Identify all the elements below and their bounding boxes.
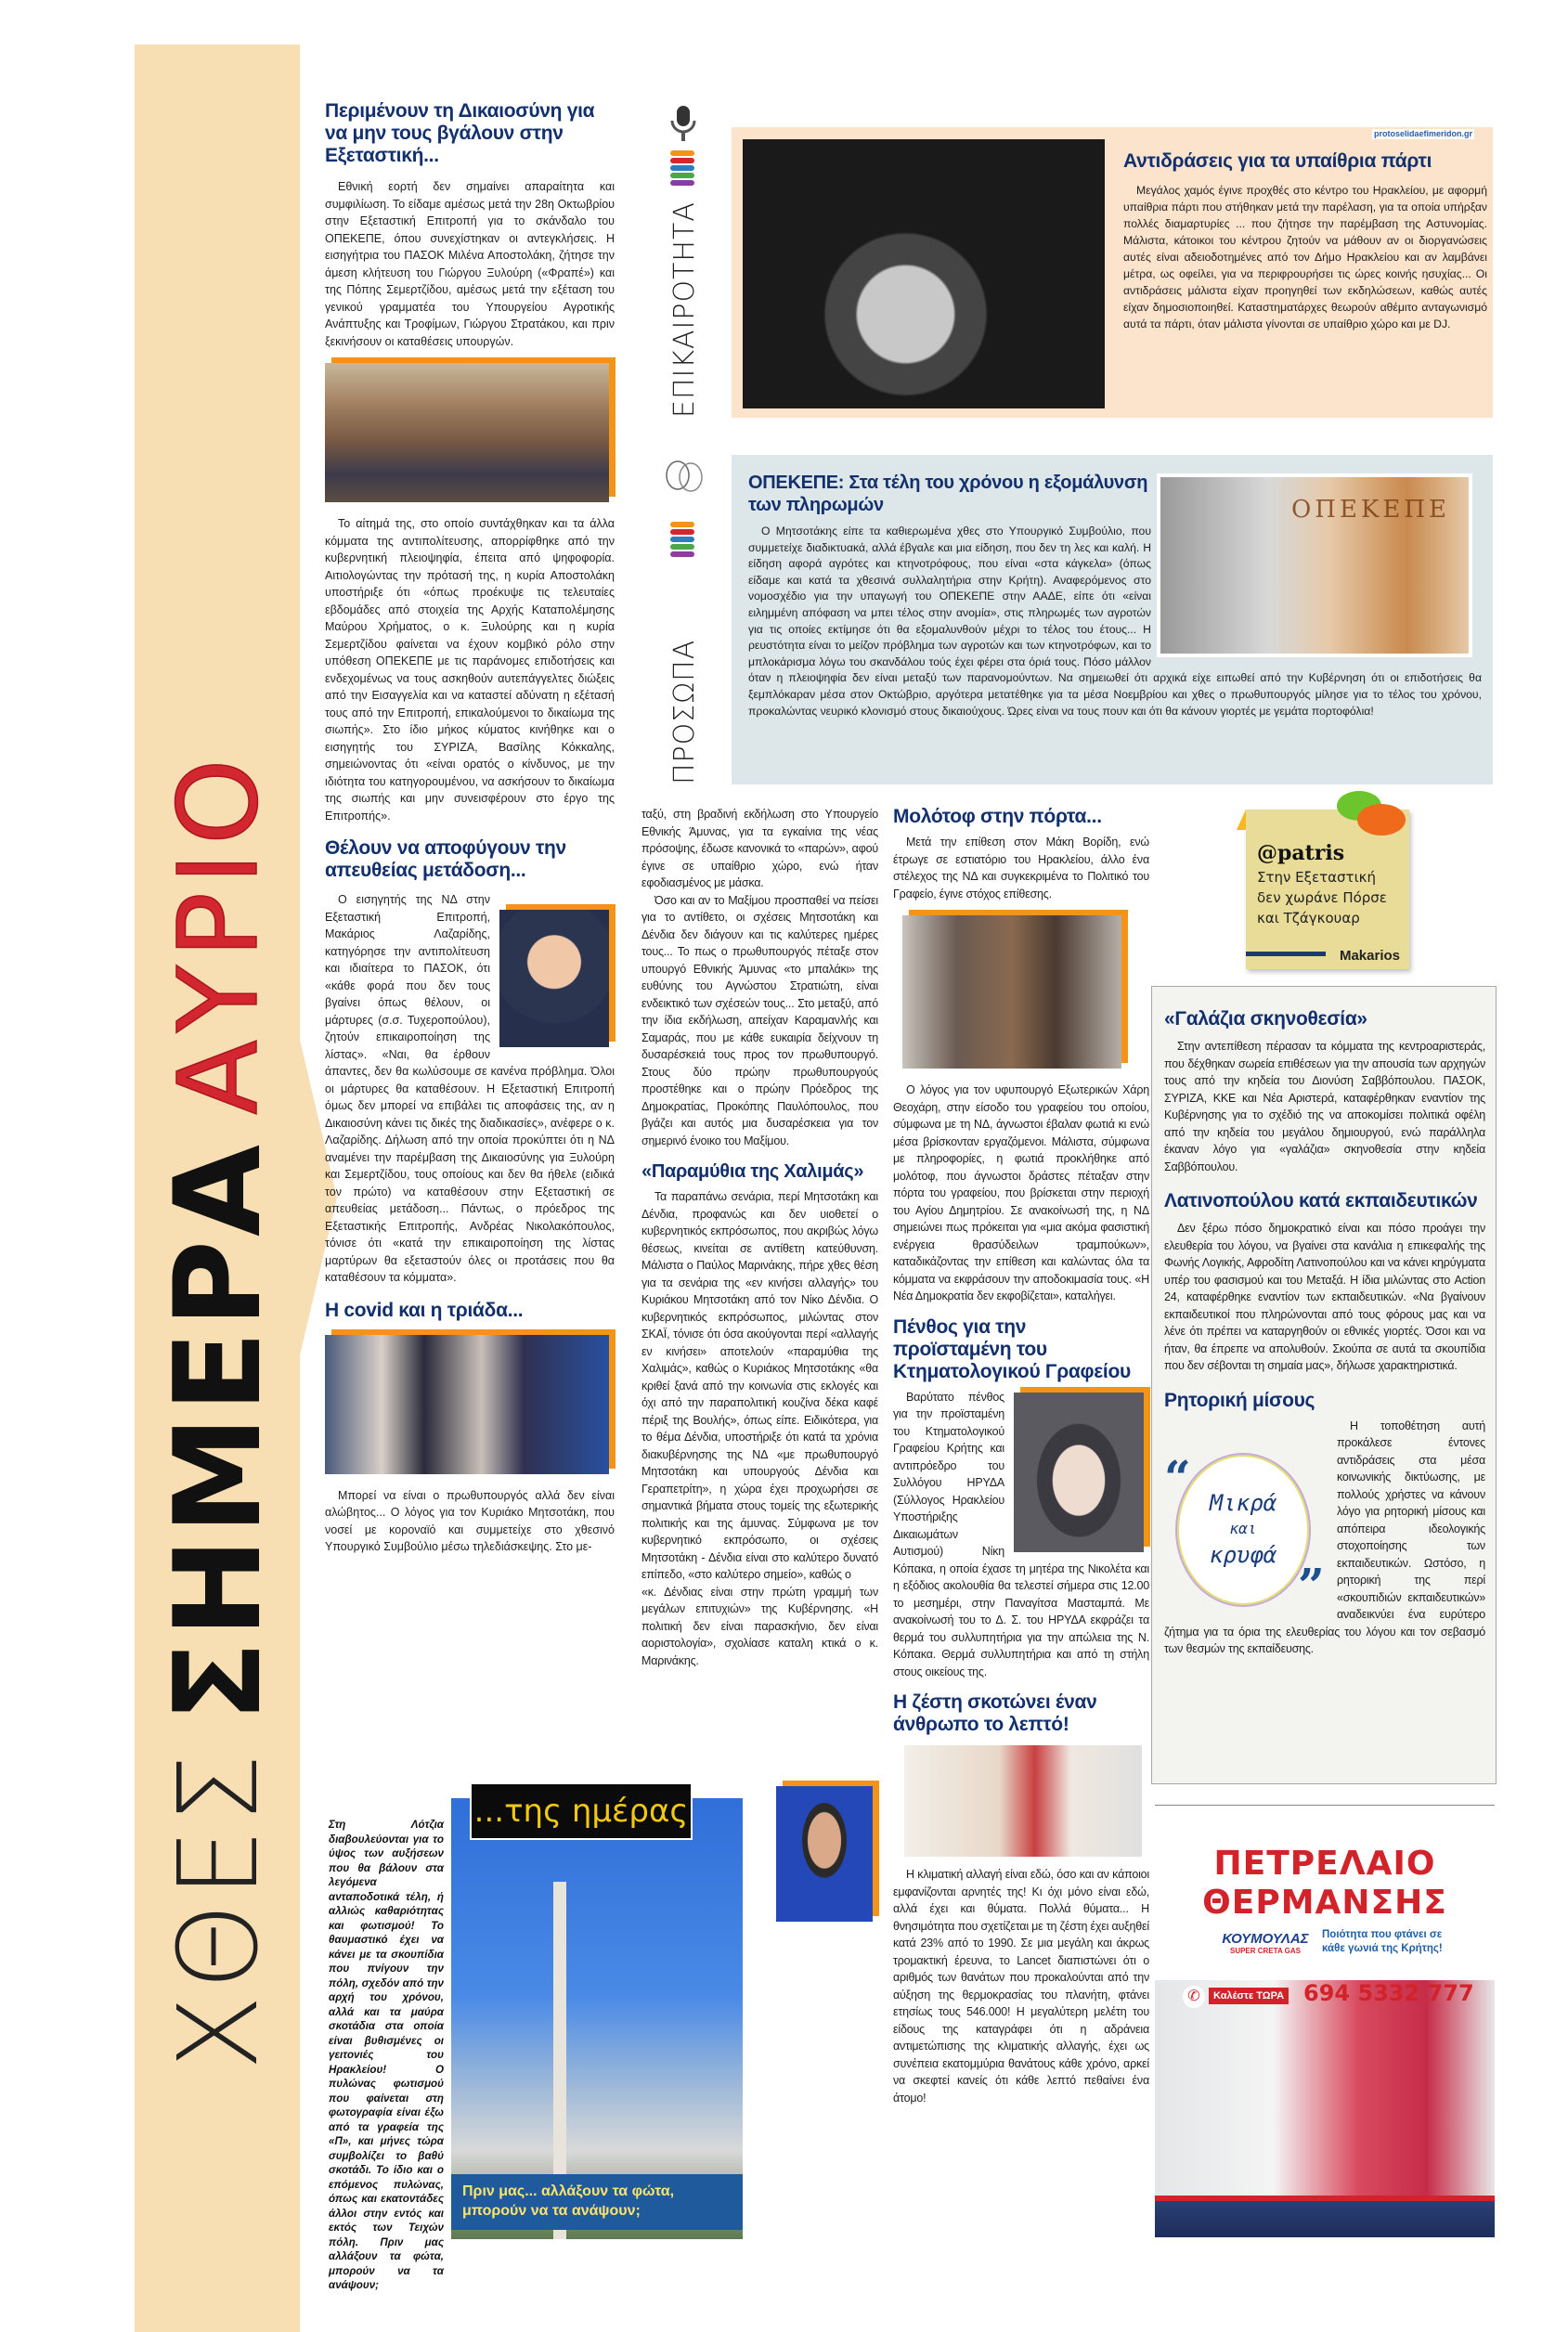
color-stripes-icon <box>670 149 694 188</box>
headline: Αντιδράσεις για τα υπαίθρια πάρτι <box>1123 150 1432 172</box>
body-text: ταξύ, στη βραδινή εκδήλωση στο Υπουργείο Εθνικής Άμυνας, για τα εγκαίνια της νέας πρόσοψης, έδωσε κανονικά το «παρών», αφού έγινε σε υπαίθριο χώρο, ενώ ήταν εφοδιασμένος με μάσκα. <box>641 808 878 889</box>
patris-author: Makarios <box>1339 948 1400 964</box>
section-label-people: ΠΡΟΣΩΠΑ <box>668 639 701 784</box>
body-text: Η τοποθέτηση αυτή προκάλεσε έντονες αντιδράσεις στα μέσα κοινωνικής δικτύωσης, με πολλούς χρήστες να κάνουν λόγο για ρητορική μίσους και απόπειρα ιδεολογικής στοχοποίησης των εκπαιδευτικών. Ωστόσο, η ρητορική της περί «σκουπιδιών εκπαιδευτικών» αναδεικνύει ένα ευρύτερο ζήτημα για τα όρια της ελευθερίας του λόγου και τον σεβασμό των θεσμών της εκπαίδευσης. <box>1164 1419 1485 1655</box>
body-text: Μεγάλος χαμός έγινε προχθές στο κέντρο του Ηρακλείου, με αφορμή υπαίθρια πάρτι που στήθηκαν μετά την παρέλαση, για τα οποία υπήρξαν πολλές διαμαρτυρίες ... που ζήτησε την παρέμβαση της Αστυνομίας. Μάλιστα, κάτοικοι του κέντρου ζητούν να μάθουν αν οι διοργανώσεις αυτές είναι αδειοδοτημένες από τον Δήμο Ηρακλείου και αν λαμβάνει μέτρα, ως οφείλει, για να περιφρουρήσει τις ώρες κοινής ησυχίας... Οι αντιδράσεις μάλιστα είχαν προηγηθεί των εκδηλώσεων, καθώς αυτές είχαν δημοσιοποιηθεί. Καταστηματάρχες θεωρούν αθέμιτο ανταγωνισμό αυτά τα πάρτι, όταν μάλιστα γίνονται σε υπαίθριο χώρο και με DJ. <box>1123 184 1487 330</box>
section-label-current: ΕΠΙΚΑΙΡΟΤΗΤΑ <box>668 201 701 418</box>
watermark: protoselidaefimeridon.gr <box>1374 129 1473 138</box>
article-opekepe <box>748 472 1482 719</box>
color-stripes-icon <box>670 520 694 559</box>
photo-of-day-text: Στη Λότζια διαβουλεύονται για το ύψος των αυξήσεων που θα βάλουν στα λεγόμενα ανταποδοτικά τέλη, ή αλλιώς καθαριότητας και φωτισμού! Το θαυμαστικό έχει να κάνει με τα σκουπίδια που πνίγουν την πόλη, σχεδόν από την αρχή του χρόνου, αλλά και τα μαύρα σκοτάδια στα οποία είναι βυθισμένες οι γειτονιές του Ηρακλείου! Ο πυλώνας φωτισμού που φαίνεται στη φωτογραφία είναι έξω από τα γραφεία της «Π», και μήνες τώρα συμβολίζει το βαθύ σκοτάδι. Το ίδιο και ο επόμενος πυλώνας, όπως και εκατοντάδες άλλοι στην εντός και εκτός των Τειχών πόλη. Πριν μας αλλάξουν τα φώτα, μπορούν να τα ανάψουν; <box>329 1819 444 2291</box>
headline: Περιμένουν τη Δικαιοσύνη για να μην τους βγάλουν στην Εξεταστική... <box>325 100 595 166</box>
headline: Λατινοπούλου κατά εκπαιδευτικών <box>1164 1190 1478 1211</box>
masthead-future: ΑΥΡΙΟ <box>154 751 282 1115</box>
headline: Η covid και η τριάδα... <box>325 1299 524 1321</box>
body-text: Μετά την επίθεση στον Μάκη Βορίδη, ενώ έτρωγε σε εστιατόριο του Ηρακλείου, άλλο ένα στέλεχος της ΝΔ και συγκεκριμένα το Πολιτικό του Γραφείο, έγινε στόχος επίθεσης. <box>893 836 1149 900</box>
body-text: Η κλιματική αλλαγή είναι εδώ, όσο και αν κάποιοι εμφανίζονται αρνητές της! Κι όχι μόνο είναι εδώ, αλλά έχει και θύματα. Πολλά θύματα... Η θνησιμότητα που σχετίζεται με τη ζέστη έχει αυξηθεί κατά 23% από το 1990. Σε μια μεγάλη και άκρως τρομακτική έρευνα, το Lancet διαπιστώνει ότι ο αριθμός των θανάτων που προκαλούνται από την αύξηση της θερμοκρασίας του πλανήτη, φτάνει ετησίως τους 546.000! Η μεγαλύτερη μελέτη του είδους της καταγράφει ότι η αδράνεια αντιμετώπισης της κλιματικής αλλαγής, έχει ως συνέπεια εκατομμύρια θανάτους κάθε χρόνο, αρκεί να σκεφτεί κανείς ότι κάθε λεπτό πεθαίνει ένα άτομο! <box>893 1868 1150 2105</box>
quote-close-icon: ” <box>1298 1557 1325 1613</box>
body-text: «κ. Δένδιας είναι στην πρώτη γραμμή των μεγάλων επιτυχιών» της Κυβέρνησης. «Η πολιτική δεν είναι παρασκήνιο, δεν είναι αοριστολογία», σχολίασε καταλη κτικά ο κ. Μαρινάκης. <box>641 1585 878 1667</box>
column-2 <box>641 806 878 2293</box>
headline: ΟΠΕΚΕΠΕ: Στα τέλη του χρόνου η εξομάλυνση των πληρωμών <box>748 473 1148 515</box>
headline: Η ζέστη σκοτώνει έναν άνθρωπο το λεπτό! <box>893 1691 1097 1735</box>
photo-of-day-caption: Πριν μας... αλλάξουν τα φώτα, μπορούν να τα ανάψουν; <box>451 2174 743 2230</box>
ad-brand-logo: ΚΟΥΜΟΥΛΑΣ SUPER CRETA GAS <box>1222 1931 1309 1955</box>
body-text: Ο Μητσοτάκης είπε τα καθιερωμένα χθες στο Υπουργικό Συμβούλιο, που συμμετείχε διαδικτυακά, αλλά έβγαλε και μια είδηση, που δεν τη λες και καλή. Η είδηση αφορά αγρότες και κτηνοτρόφους, που είναι «στα κάγκελα» (όπως είδαμε και κατά τα χθεσινά συλλαλητήρια στην Κρήτη). Αναφερόμενος στο νομοσχέδιο για την υπαγωγή του ΟΠΕΚΕΠΕ στην ΑΑΔΕ, είπε ότι «είναι ειλημμένη απόφαση να μπει τέλος στην ανομία», στις πληρωμές των αγροτών για τις οποίες εκτίμησε ότι θα εξομαλυνθούν μέχρι το τέλος του έτους... Η ρευστότητα είναι το μείζον πρόβλημα των αγροτών και των κτηνοτρόφων, και το μπλοκάρισμα λόγω του σκανδάλου τούς έχει φέρει στα όριά τους. Πόσο μάλλον όταν η πλειοψηφία δεν είναι μεταξύ των παρανομούντων. Να σημειωθεί ότι αρχικά είχε ειπωθεί από την Κυβέρνηση ότι οι επιδοτήσεις θα ξεμπλόκαραν μέσα στον Οκτώβριο, αργότερα μετατέθηκε για τα μέσα Νοεμβρίου και χθες ο πρωθυπουργός μίλησε για το τέλος του χρόνου, προκαλώντας νευρικό κλονισμό στους δικαιούχους. Ώρες είναι να τους πουν και ότι θα κάνουν γιορτές με γεμάτα πορτοφόλια! <box>748 525 1482 718</box>
dj-turntable-photo <box>743 139 1105 408</box>
article-parties <box>1123 150 1487 332</box>
headline: Πένθος για την προϊσταμένη του Κτηματολογικού Γραφείου <box>893 1315 1131 1382</box>
theatre-masks-icon <box>663 455 706 498</box>
phone-icon: ✆ <box>1183 1986 1205 2008</box>
small-and-secret-bubble <box>1164 1449 1328 1613</box>
headline: Ρητορική μίσους <box>1164 1389 1315 1411</box>
ad-delivery-photo <box>1155 1980 1495 2196</box>
bubble-line: και <box>1229 1519 1257 1537</box>
bubble-line: κρυφά <box>1209 1541 1277 1568</box>
headline: «Γαλάζια σκηνοθεσία» <box>1164 1008 1367 1030</box>
three-leaders-photo <box>325 1335 609 1474</box>
body-text: Ο εισηγητής της ΝΔ στην Εξεταστική Επιτροπή, Μακάριος Λαζαρίδης, κατηγόρησε την αντιπολίτευση και ιδιαίτερα το ΠΑΣΟΚ, ότι «κάθε φορά που δεν τους βγαίνει όπως θέλουν, οι μάρτυρες (σ.σ. Τυχεροπούλου), ζητούν επικαιροποίηση της λίστας». «Ναι, θα έρθουν άπαντες, δεν θα κωλύσουμε σε κανένα πρόβλημα. Όλοι οι μάρτυρες θα καταθέσουν. Η Εξεταστική Επιτροπή όμως δεν μπορεί να επιβάλει τις αποφάσεις της, αν η Δικαιοσύνη κάνει τις δικές της διαδικασίες», ανέφερε ο κ. Λαζαρίδης. Δήλωση από την οποία προκύπτει ότι η ΝΔ αναμένει την παρέμβαση της Δικαιοσύνης για Ξυλούρη και Σεμερτζίδου, τους οποίους και δεν θα ήθελε (ειδικά τον πρώτο) να καταθέσουν στην Εξεταστική σε απευθείας μετάδοση... Πάντως, ο πρόεδρος της Εξεταστικής Επιτροπής, Ανδρέας Νικολακόπουλος, τόνισε ότι «κατά την επικαιροποίηση της λίστας μαρτύρων θα εξεταστούν όλες οι προτάσεις που θα καταθέσουν τα κόμματα». <box>325 893 615 1284</box>
bubble-line: Μικρά <box>1209 1489 1277 1516</box>
quote-open-icon: “ <box>1164 1449 1191 1505</box>
column-1 <box>325 100 615 1556</box>
ad-headline: ΠΕΤΡΕΛΑΙΟ <box>1213 1845 1436 1883</box>
heat-illustration-photo <box>904 1745 1142 1857</box>
parliament-committee-photo <box>325 363 609 502</box>
ad-slogan: Ποιότητα που φτάνει σε κάθε γωνιά της Κρήτης! <box>1322 1929 1443 1954</box>
body-text: Τα παραπάνω σενάρια, περί Μητσοτάκη και Δένδια, προφανώς και δεν υιοθετεί ο κυβερνητικός εκπρόσωπος, που ακριβώς λόγω θέσεως, κινείται σε αντίθετη κατεύθυνση. Μάλιστα ο Παύλος Μαρινάκης, πήρε χθες θέση για τα σενάρια της «εν κινήσει αλλαγής» του Κυριάκου Μητσοτάκη από τον Νίκο Δένδια. Ο κυβερνητικός εκπρόσωπος, μιλώντας στον ΣΚΑΪ, τόνισε ότι όσα ακούγονται περί «αλλαγής εν κινήσει» αποτελούν «παραμύθια της Χαλιμάς», καθώς ο Κυριάκος Μητσοτάκης «θα κριθεί ξανά από την κοινωνία στις εκλογές και όχι από την παραπολιτική κουζίνα δέκα καφέ πέριξ της Βουλής», όπως είπε. Ειδικότερα, για το θέμα Δένδια, υποστήριξε ότι κατά τα χρόνια διακυβέρνησης της ΝΔ «με πρωθυπουργό Μητσοτάκη και υπουργούς Δένδια και Γεραπετρίτη», η χώρα έχει προχωρήσει σε σημαντικά βήματα στους τομείς της εξωτερικής πολιτικής και της άμυνας. Σύμφωνα με τον κυβερνητικό εκπρόσωπο, οι σχέσεις Μητσοτάκη - Δένδια είναι στο καλύτερο δυνατό επίπεδο, «στο καλύτερο σημείο», καθώς ο <box>641 1190 878 1581</box>
body-text: Στην αντεπίθεση πέρασαν τα κόμματα της κεντροαριστεράς, που δέχθηκαν σωρεία επιθέσεων για την απουσία των αρχηγών τους από την κηδεία του Διονύση Σαββόπουλου. ΠΑΣΟΚ, ΣΥΡΙΖΑ, ΚΚΕ και Νέα Αριστερά, καταφέρθηκαν εναντίον της Κυβέρνησης για το σχέδιό της να αποκομίσει πολιτικά οφέλη από την κηδεία του μεγάλου δημιουργού, ενώ παράλληλα έκαναν λόγο για «γαλάζια» σκηνοθεσία στην κηδεία Σαββόπουλου. <box>1164 1040 1485 1173</box>
marinakis-photo <box>776 1786 873 1922</box>
body-text: Όσο και αν το Μαξίμου προσπαθεί να πείσει για το αντίθετο, οι σχέσεις Μητσοτάκη και Δένδια δεν διάγουν και τις καλύτερες ημέρες τους... Το πως ο πρωθυπουργός πέταξε στον υπουργό Εθνικής Άμυνας «το μπαλάκι» της ευθύνης του Αγνώστου Στρατιώτη, είναι ενδεικτικό των σχέσεών τους... Στο μεταξύ, από την ίδια εκδήλωση, απείχαν Καραμανλής και Σαμαράς, που με κάθε ευκαιρία δείχνουν τη δυσαρέσκειά τους προς τον πρωθυπουργό. Στους δύο πρώην πρωθυπουργούς προστέθηκε και ο πρώην Πρόεδρος της Δημοκρατίας, Προκόπης Παυλόπουλος, που βγάζει και αυτός μια δυσαρέσκεια για τον σημερινό ένοικο του Μαξίμου. <box>641 893 878 1147</box>
headline: Μολότοφ στην πόρτα... <box>893 806 1102 827</box>
masthead-vertical <box>139 28 297 2070</box>
body-text: Ο λόγος για τον υφυπουργό Εξωτερικών Χάρη Θεοχάρη, στην είσοδο του γραφείου του οποίου, σύμφωνα με τη ΝΔ, άγνωστοι έβαλαν φωτιά κι ενώ μέσα βρίσκονταν εργαζόμενοι. Μάλιστα, σύμφωνα με πληροφορίες, η φωτιά προκλήθηκε από μολότοφ, που άγνωστοι δράστες πέταξαν στην πόρτα του γραφείου, που βρίσκεται στην περιοχή του Αγίου Δημητρίου. Σε ανακοίνωσή της, η ΝΔ σημειώνει πως πρόκειται για «μια ακόμα φασιστική ενέργεια θρασύδειλων τραμπούκων», καταδικάζοντας την επίθεση και καλώντας όλα τα κόμματα να εκφράσουν την αποδοκιμασία τους. «Η Νέα Δημοκρατία δεν εκφοβίζεται», καταλήγει. <box>893 1083 1149 1302</box>
headline: Θέλουν να αποφύγουν την απευθείας μετάδοση... <box>325 837 566 881</box>
lazaridis-photo <box>499 910 609 1047</box>
body-text: Το αίτημά της, στο οποίο συντάχθηκαν και τα άλλα κόμματα της αντιπολίτευσης, απορρίφθηκε από την κυβερνητική πλειοψηφία, έπειτα από ψηφοφορία. Αιτιολογώντας την πρότασή της, η κυρία Αποστολάκη υποστήριξε ότι «όπως προέκυψε τις τελευταίες εβδομάδες από στοιχεία της Αρχής Καταπολέμησης Μαύρου Χρήματος, ο κ. Ξυλούρης και η κυρία Σεμερτζίδου φαίνεται να έχουν κομβικό ρόλο στην υπόθεση ΟΠΕΚΕΠΕ με τις παράνομες επιδοτήσεις και ενδεχομένως να τους ασκηθούν αυτεπάγγελτες διώξεις από την Εισαγγελία και να καταστεί αδύνατη η εξέτασή τους από την Επιτροπή, επικαλούμενοι το δικαίωμα της σιωπής». Στο ίδιο μήκος κύματος κινήθηκε και ο εισηγητής του ΣΥΡΙΖΑ, Βασίλης Κόκκαλης, σημειώνοντας ότι «είναι ορατός ο κίνδυνος, με την ιδιότητα του κατηγορουμένου, να ασκήσουν το δικαίωμα της σιωπής και μην συνεισφέρουν στο έργο της Επιτροπής». <box>325 517 615 823</box>
heating-oil-ad[interactable] <box>1155 1805 1495 2237</box>
masthead-past: ΧΘΕΣ <box>154 1748 282 2070</box>
masthead-present: ΣΗΜΕΡΑ <box>149 1140 288 1723</box>
opekepe-seal: ΟΠΕΚΕΠΕ <box>1290 496 1450 524</box>
body-text: Βαρύτατο πένθος για την προϊσταμένη του Κτηματολογικού Γραφείου Κρήτης και αντιπρόεδρο του Συλλόγου ΗΡΥΔΑ (Σύλλογος Ηρακλείου Υποστήριξης Δικαιωμάτων Αυτισμού) Νίκη Κόπακα, η οποία έχασε τη μητέρα της Νικολέτα και η εξόδιος ακολουθία θα τελεστεί σήμερα στις 12.00 το μεσημέρι, στην Παναγίτσα Μασταμπά. Με ανακοίνωσή του το Δ. Σ. του ΗΡΥΔΑ εκφράζει τα θερμά του συλλυπητήρια για την απώλεια της Ν. Κόπακα. Θερμά συλλυπητήρια και από τη στήλη στους οικείους της. <box>893 1390 1149 1678</box>
headline: «Παραμύθια της Χαλιμάς» <box>641 1161 864 1182</box>
ad-call-label: Καλέστε ΤΩΡΑ <box>1209 1988 1289 2004</box>
patris-note <box>1246 810 1409 969</box>
body-text: Εθνική εορτή δεν σημαίνει απαραίτητα και συμφιλίωση. Το είδαμε αμέσως μετά την 28η Οκτωβρίου στην Εξεταστική Επιτροπή για το σκάνδαλο του ΟΠΕΚΕΠΕ, όπου συνεχίστηκαν οι αντεγκλήσεις. Η εισηγήτρια του ΠΑΣΟΚ Μιλένα Αποστολάκη, ζήτησε την άμεση κλήτευση του Γιώργου Ξυλούρη («Φραπέ») και της Πόπης Σεμερτζίδου, αμέσως μετά την εξέταση του γενικού γραμματέα του Υπουργείου Αγροτικής Ανάπτυξης και Τροφίμων, Γιώργου Στρατάκου, και πριν ξεκινήσουν οι καταθέσεις υπουργών. <box>325 180 615 348</box>
patris-handle: @patris <box>1257 841 1345 865</box>
patris-text: Στην Εξεταστική δεν χωράνε Πόρσε και Τζάγκουαρ <box>1257 869 1387 926</box>
body-text: Δεν ξέρω πόσο δημοκρατικό είναι και πόσο προάγει την ελευθερία του λόγου, να βγαίνει στα κανάλια η επικεφαλής της Φωνής Λογικής, Αφροδίτη Λατινοπούλου και να κάνει κηρύγματα υπέρ του φασισμού και του Μεταξά. Η ίδια μιλώντας στο Action 24, καταφέρθηκε εναντίον των εκπαιδευτικών. «Να βγαίνουν εκπαιδευτικοί που πληρώνονται από τους φόρους μας και να λένε ότι πρέπει να καταργηθούν οι εθνικές γιορτές. Όσοι και να ήταν, θα έπρεπε να απολυθούν. Σκούπα σε αυτά τα σκουπίδια που δεν σέβονται τη σημαία μας», δήλωσε χαρακτηριστικά. <box>1164 1222 1485 1372</box>
ad-headline: ΘΕΡΜΑΝΣΗΣ <box>1202 1884 1447 1922</box>
body-text: Μπορεί να είναι ο πρωθυπουργός αλλά δεν είναι αλώβητος... Ο λόγος για τον Κυριάκο Μητσοτάκη, που νοσεί με κοροναϊό και συμμετείχε στο χθεσινό Υπουργικό Συμβούλιο μέσω τηλεδιάσκεψης. Στο με- <box>325 1488 615 1553</box>
mother-portrait-photo <box>1014 1393 1144 1552</box>
column-4 <box>1164 1008 1485 1658</box>
microphone-icon <box>665 104 702 141</box>
chat-bubble-icon <box>1357 804 1406 836</box>
column-3 <box>893 806 1149 2106</box>
ad-phone-number[interactable]: 694 5332 777 <box>1303 1980 1474 2006</box>
photo-of-day-title: ...της ημέρας <box>473 1793 689 1830</box>
burned-door-photo <box>902 915 1121 1069</box>
